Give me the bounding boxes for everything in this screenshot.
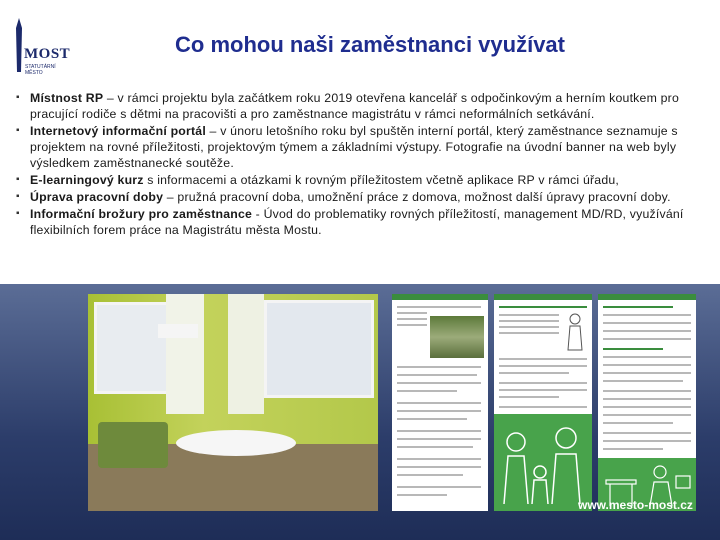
list-item — [14, 206, 704, 238]
item-text: - Úvod do problematiky rovných příležitostí, management MD/RD, využívání flexibilních forem práce na Magistrátu města Mostu. — [30, 207, 684, 237]
poster-header-bar — [494, 294, 592, 300]
poster-text-line — [603, 398, 691, 400]
poster-text-line — [397, 306, 481, 308]
poster-text-line — [603, 322, 691, 324]
logo-subtext: STATUTÁRNÍ MĚSTO — [25, 64, 56, 76]
poster-heading-line — [499, 306, 587, 308]
figure-icon — [564, 312, 586, 352]
poster-heading-line — [603, 348, 663, 350]
poster-text-line — [603, 390, 691, 392]
photo-sofa — [98, 422, 168, 468]
photo-table — [176, 430, 296, 456]
poster-text-line — [603, 414, 691, 416]
poster-text-line — [603, 448, 663, 450]
poster-text-line — [499, 332, 559, 334]
poster-text-line — [499, 314, 559, 316]
item-title: Informační brožury pro zaměstnance — [30, 207, 253, 221]
poster-heading-line — [603, 306, 673, 308]
poster-header-bar — [598, 294, 696, 300]
poster-header-bar — [392, 294, 488, 300]
photo-air-conditioner — [158, 324, 198, 338]
poster-text-line — [397, 458, 481, 460]
poster-text-line — [397, 324, 427, 326]
poster-text-line — [499, 358, 587, 360]
poster-text-line — [499, 365, 587, 367]
poster-text-line — [397, 486, 481, 488]
bullet-icon: ▪ — [16, 92, 20, 103]
poster-text-line — [499, 382, 587, 384]
poster-text-line — [397, 318, 427, 320]
photo-window — [264, 300, 374, 398]
poster-text-line — [603, 330, 691, 332]
poster-text-line — [397, 366, 481, 368]
office-photo — [88, 294, 378, 511]
poster-text-line — [499, 326, 559, 328]
bullet-icon: ▪ — [16, 174, 20, 185]
poster-text-line — [499, 372, 569, 374]
poster-text-line — [397, 374, 477, 376]
tower-icon — [16, 18, 22, 72]
poster-text-line — [603, 406, 691, 408]
item-text: – pružná pracovní doba, umožnění práce z domova, možnost další úpravy pracovní doby. — [163, 190, 671, 204]
bullet-icon: ▪ — [16, 208, 20, 219]
header-bar — [0, 0, 720, 82]
poster-text-line — [397, 438, 481, 440]
list-item — [14, 90, 704, 122]
poster-text-line — [397, 390, 457, 392]
poster-text-line — [397, 474, 463, 476]
item-title: E-learningový kurz — [30, 173, 144, 187]
photo-curtain — [166, 294, 204, 414]
poster-text-line — [499, 396, 559, 398]
poster-text-line — [603, 364, 691, 366]
poster-text-line — [397, 430, 481, 432]
poster-text-line — [397, 382, 481, 384]
item-text: – v únoru letošního roku byl spuštěn interní portál, který zaměstnance seznamuje s projektem na rovné příležitosti, projektovým týmem a základními výstupy. Fotografie na úvodní banner na web byly výsledkem zaměstnanecké soutěže. — [30, 124, 678, 170]
poster-text-line — [603, 380, 683, 382]
poster-text-line — [397, 418, 467, 420]
photo-window — [94, 302, 170, 394]
page-title: Co mohou naši zaměstnanci využívat — [175, 32, 565, 57]
family-illustration — [494, 414, 592, 511]
list-item — [14, 189, 704, 205]
poster-text-line — [603, 338, 691, 340]
poster-text-line — [397, 312, 427, 314]
benefits-list — [14, 90, 704, 239]
item-title: Místnost RP — [30, 91, 104, 105]
brochure-page — [598, 294, 696, 511]
portal-banner-image — [430, 316, 484, 358]
poster-text-line — [397, 402, 481, 404]
brochure-page — [494, 294, 592, 511]
poster-text-line — [499, 406, 587, 408]
poster-text-line — [603, 372, 691, 374]
poster-text-line — [603, 432, 691, 434]
item-title: Internetový informační portál — [30, 124, 206, 138]
poster-text-line — [397, 446, 473, 448]
bullet-icon: ▪ — [16, 125, 20, 136]
most-logo — [8, 16, 78, 76]
item-text: s informacemi a otázkami k rovným příležitostem včetně aplikace RP v rámci úřadu, — [143, 173, 620, 187]
poster-text-line — [499, 320, 559, 322]
poster-text-line — [499, 389, 587, 391]
list-item — [14, 123, 704, 171]
poster-text-line — [603, 356, 691, 358]
family-icon — [494, 414, 592, 511]
portal-screenshot — [392, 294, 488, 511]
poster-text-line — [397, 466, 481, 468]
item-text: – v rámci projektu byla začátkem roku 2019 otevřena kancelář s odpočinkovým a herním koutkem pro pracující rodiče s dětmi na pracovišti a pro zaměstnance magistrátu v rámci neformálních setkávání. — [30, 91, 680, 121]
bullet-icon: ▪ — [16, 191, 20, 202]
poster-text-line — [397, 410, 481, 412]
website-link[interactable]: www.mesto-most.cz — [578, 498, 693, 512]
poster-text-line — [603, 440, 691, 442]
poster-text-line — [603, 422, 673, 424]
logo-text: MOST — [24, 46, 71, 62]
list-item — [14, 172, 704, 188]
poster-text-line — [603, 314, 691, 316]
item-title: Úprava pracovní doby — [30, 190, 164, 204]
photo-curtain — [228, 294, 264, 414]
poster-text-line — [397, 494, 447, 496]
